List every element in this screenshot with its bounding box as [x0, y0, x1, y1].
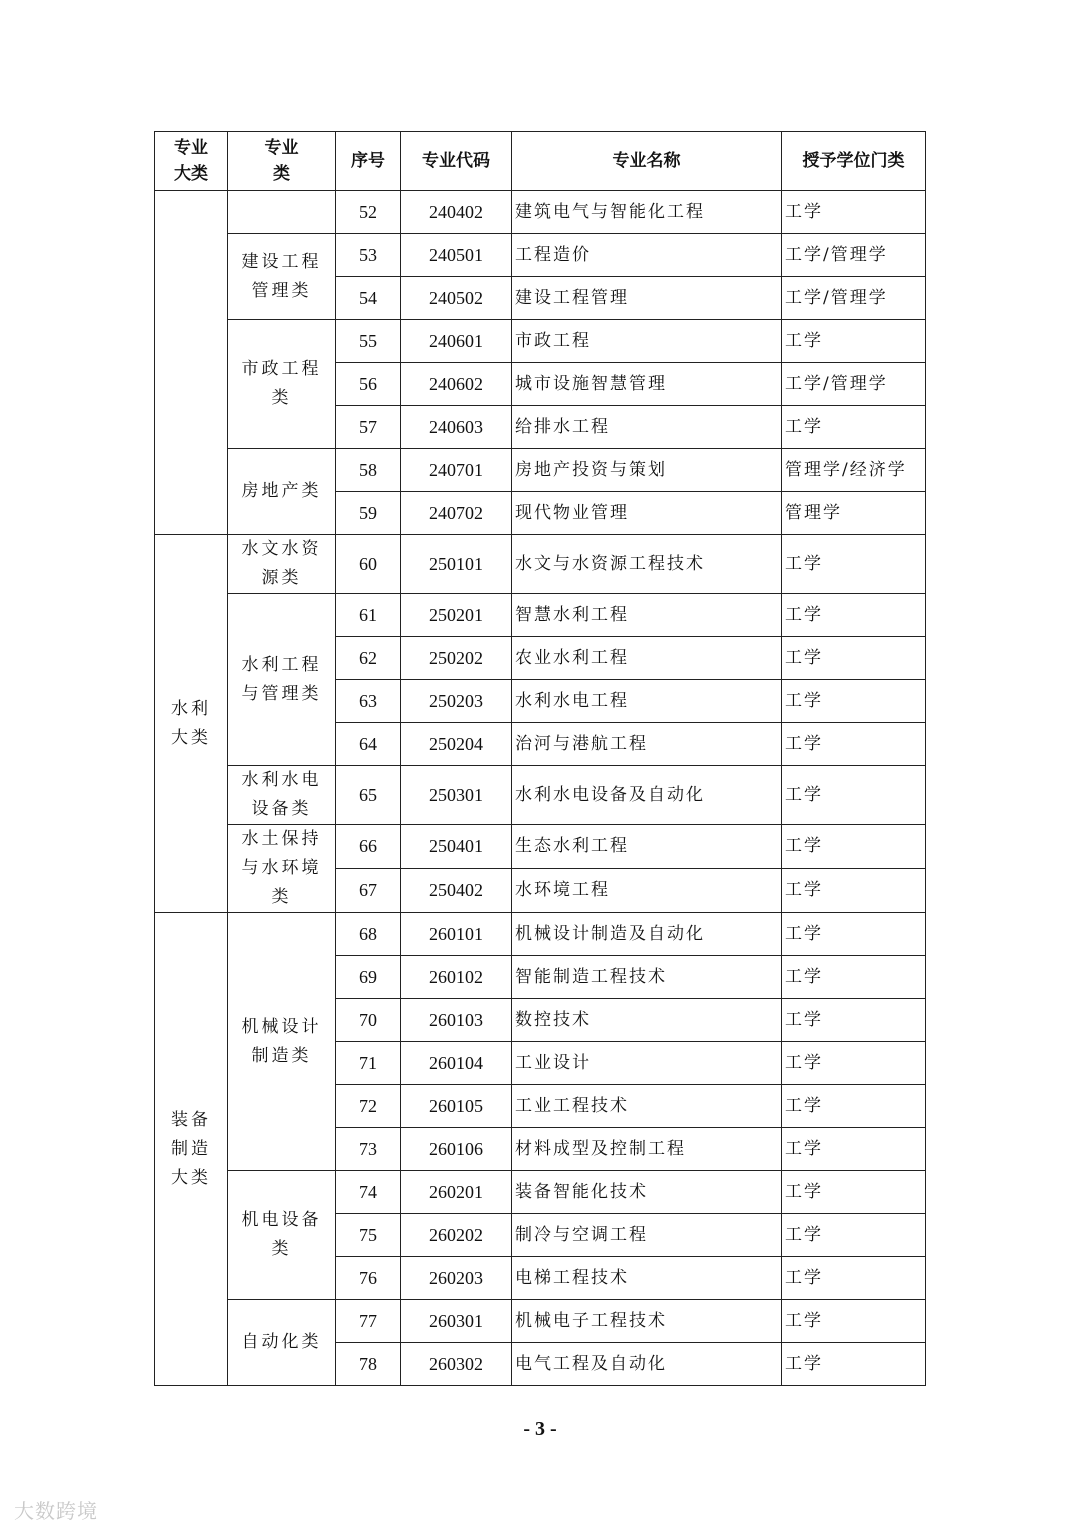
code-cell: 240501: [401, 234, 512, 277]
seq-cell: 58: [336, 449, 401, 492]
name-cell: 现代物业管理: [512, 492, 782, 535]
seq-cell: 55: [336, 320, 401, 363]
seq-cell: 72: [336, 1085, 401, 1128]
degree-cell: 工学: [782, 1085, 926, 1128]
code-cell: 260106: [401, 1128, 512, 1171]
code-cell: 260301: [401, 1300, 512, 1343]
header-code: 专业代码: [401, 132, 512, 191]
code-cell: 260105: [401, 1085, 512, 1128]
table-body: [155, 191, 926, 1386]
code-cell: 240603: [401, 406, 512, 449]
table-row: [155, 766, 926, 825]
seq-cell: 56: [336, 363, 401, 406]
table-row: [155, 449, 926, 492]
degree-cell: 工学: [782, 913, 926, 956]
name-cell: 建设工程管理: [512, 277, 782, 320]
seq-cell: 71: [336, 1042, 401, 1085]
seq-cell: 66: [336, 825, 401, 869]
table-row: [155, 594, 926, 637]
table-row: [155, 535, 926, 594]
seq-cell: 67: [336, 869, 401, 913]
degree-cell: 管理学/经济学: [782, 449, 926, 492]
name-cell: 水利水电工程: [512, 680, 782, 723]
table-row: [155, 320, 926, 363]
page-number: - 3 -: [523, 1418, 557, 1440]
seq-cell: 62: [336, 637, 401, 680]
degree-cell: 工学: [782, 1171, 926, 1214]
seq-cell: 63: [336, 680, 401, 723]
name-cell: 智慧水利工程: [512, 594, 782, 637]
header-category: 专业 类: [228, 132, 336, 191]
seq-cell: 65: [336, 766, 401, 825]
degree-cell: 工学: [782, 723, 926, 766]
code-cell: 260102: [401, 956, 512, 999]
table-row: [155, 234, 926, 277]
seq-cell: 68: [336, 913, 401, 956]
name-cell: 治河与港航工程: [512, 723, 782, 766]
category-cell: 水土保持与水环境类: [228, 825, 336, 913]
name-cell: 工业工程技术: [512, 1085, 782, 1128]
code-cell: 240601: [401, 320, 512, 363]
name-cell: 工程造价: [512, 234, 782, 277]
seq-cell: 73: [336, 1128, 401, 1171]
name-cell: 工业设计: [512, 1042, 782, 1085]
degree-cell: 工学: [782, 869, 926, 913]
degree-cell: 工学/管理学: [782, 363, 926, 406]
majors-table: [154, 131, 926, 1386]
degree-cell: 工学: [782, 594, 926, 637]
category-cell: 市政工程类: [228, 320, 336, 449]
seq-cell: 57: [336, 406, 401, 449]
name-cell: 城市设施智慧管理: [512, 363, 782, 406]
code-cell: 260104: [401, 1042, 512, 1085]
seq-cell: 61: [336, 594, 401, 637]
degree-cell: 工学: [782, 1300, 926, 1343]
category-cell: 机电设备类: [228, 1171, 336, 1300]
name-cell: 机械电子工程技术: [512, 1300, 782, 1343]
code-cell: 240602: [401, 363, 512, 406]
name-cell: 水环境工程: [512, 869, 782, 913]
code-cell: 250401: [401, 825, 512, 869]
name-cell: 给排水工程: [512, 406, 782, 449]
code-cell: 250203: [401, 680, 512, 723]
category-cell: 水利工程与管理类: [228, 594, 336, 766]
category-cell: 建设工程管理类: [228, 234, 336, 320]
seq-cell: 60: [336, 535, 401, 594]
table-row: [155, 913, 926, 956]
seq-cell: 54: [336, 277, 401, 320]
seq-cell: 53: [336, 234, 401, 277]
code-cell: 240702: [401, 492, 512, 535]
seq-cell: 70: [336, 999, 401, 1042]
code-cell: 260203: [401, 1257, 512, 1300]
code-cell: 250204: [401, 723, 512, 766]
name-cell: 农业水利工程: [512, 637, 782, 680]
code-cell: 250201: [401, 594, 512, 637]
seq-cell: 78: [336, 1343, 401, 1386]
name-cell: 建筑电气与智能化工程: [512, 191, 782, 234]
seq-cell: 76: [336, 1257, 401, 1300]
seq-cell: 74: [336, 1171, 401, 1214]
seq-cell: 69: [336, 956, 401, 999]
major-category-cell: 水利大类: [155, 535, 228, 913]
name-cell: 电梯工程技术: [512, 1257, 782, 1300]
degree-cell: 管理学: [782, 492, 926, 535]
watermark: 大数跨境: [14, 1499, 98, 1523]
table-row: [155, 1300, 926, 1343]
degree-cell: 工学/管理学: [782, 277, 926, 320]
major-category-cell: 装备制造大类: [155, 913, 228, 1386]
degree-cell: 工学: [782, 535, 926, 594]
degree-cell: 工学: [782, 406, 926, 449]
category-cell: [228, 191, 336, 234]
header-seq: 序号: [336, 132, 401, 191]
code-cell: 250101: [401, 535, 512, 594]
degree-cell: 工学: [782, 1343, 926, 1386]
degree-cell: 工学: [782, 1214, 926, 1257]
major-category-cell: [155, 191, 228, 535]
name-cell: 房地产投资与策划: [512, 449, 782, 492]
degree-cell: 工学: [782, 1042, 926, 1085]
degree-cell: 工学: [782, 766, 926, 825]
name-cell: 水利水电设备及自动化: [512, 766, 782, 825]
degree-cell: 工学: [782, 825, 926, 869]
name-cell: 装备智能化技术: [512, 1171, 782, 1214]
code-cell: 240701: [401, 449, 512, 492]
degree-cell: 工学: [782, 999, 926, 1042]
category-cell: 房地产类: [228, 449, 336, 535]
header-name: 专业名称: [512, 132, 782, 191]
code-cell: 260201: [401, 1171, 512, 1214]
category-cell: 机械设计制造类: [228, 913, 336, 1171]
seq-cell: 75: [336, 1214, 401, 1257]
code-cell: 260302: [401, 1343, 512, 1386]
table-row: [155, 191, 926, 234]
code-cell: 250202: [401, 637, 512, 680]
header-degree: 授予学位门类: [782, 132, 926, 191]
seq-cell: 52: [336, 191, 401, 234]
degree-cell: 工学: [782, 680, 926, 723]
degree-cell: 工学: [782, 637, 926, 680]
name-cell: 电气工程及自动化: [512, 1343, 782, 1386]
code-cell: 260103: [401, 999, 512, 1042]
table-row: [155, 1171, 926, 1214]
name-cell: 材料成型及控制工程: [512, 1128, 782, 1171]
code-cell: 240402: [401, 191, 512, 234]
code-cell: 250402: [401, 869, 512, 913]
degree-cell: 工学: [782, 191, 926, 234]
table-row: [155, 825, 926, 869]
code-cell: 260101: [401, 913, 512, 956]
name-cell: 市政工程: [512, 320, 782, 363]
category-cell: 自动化类: [228, 1300, 336, 1386]
name-cell: 制冷与空调工程: [512, 1214, 782, 1257]
degree-cell: 工学: [782, 1128, 926, 1171]
degree-cell: 工学: [782, 1257, 926, 1300]
table-header-row: [155, 132, 926, 191]
seq-cell: 77: [336, 1300, 401, 1343]
name-cell: 数控技术: [512, 999, 782, 1042]
degree-cell: 工学: [782, 320, 926, 363]
degree-cell: 工学/管理学: [782, 234, 926, 277]
name-cell: 生态水利工程: [512, 825, 782, 869]
code-cell: 250301: [401, 766, 512, 825]
name-cell: 机械设计制造及自动化: [512, 913, 782, 956]
seq-cell: 64: [336, 723, 401, 766]
seq-cell: 59: [336, 492, 401, 535]
category-cell: 水利水电设备类: [228, 766, 336, 825]
header-major-category: 专业 大类: [155, 132, 228, 191]
category-cell: 水文水资源类: [228, 535, 336, 594]
code-cell: 260202: [401, 1214, 512, 1257]
name-cell: 水文与水资源工程技术: [512, 535, 782, 594]
degree-cell: 工学: [782, 956, 926, 999]
code-cell: 240502: [401, 277, 512, 320]
name-cell: 智能制造工程技术: [512, 956, 782, 999]
